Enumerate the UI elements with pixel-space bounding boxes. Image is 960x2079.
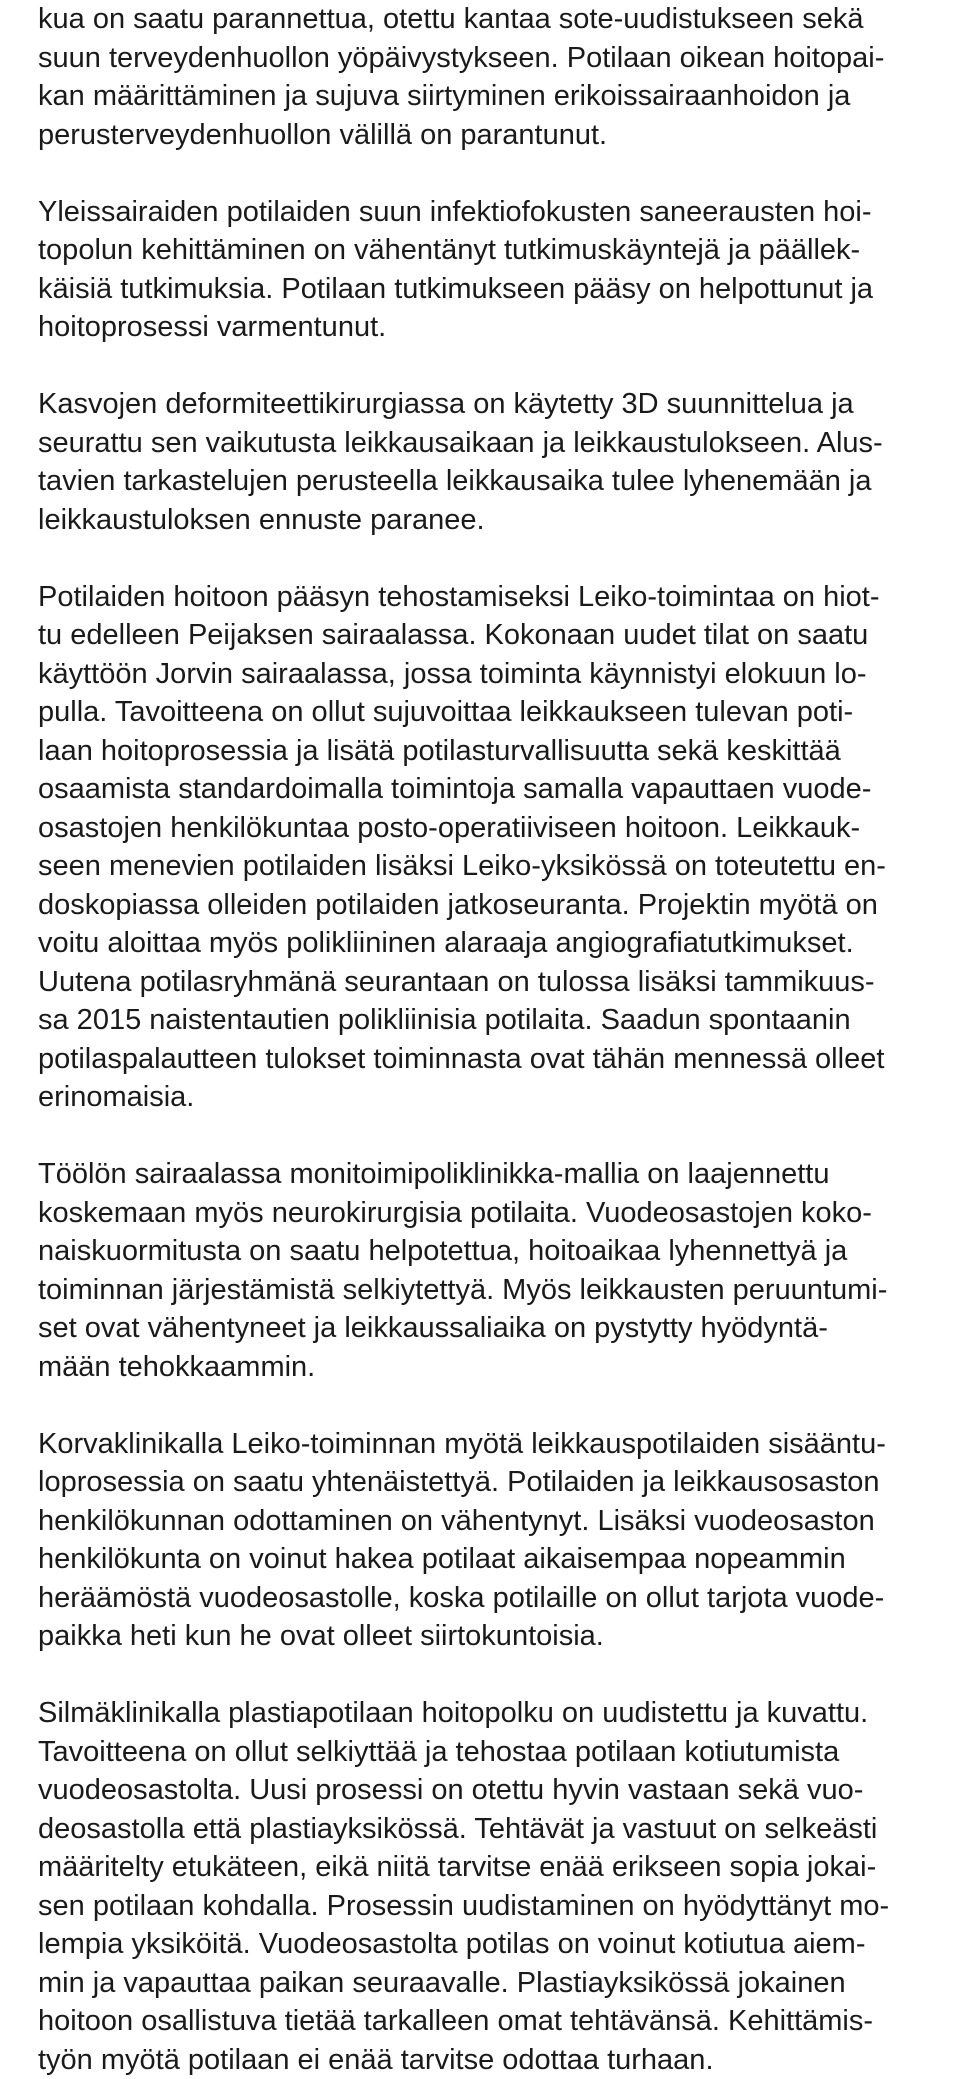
text-line: heräämöstä vuodeosastolle, koska potilaille on ollut tarjota vuode- xyxy=(38,1579,960,1618)
text-line: Töölön sairaalassa monitoimipoliklinikka-mallia on laajennettu xyxy=(38,1155,960,1194)
text-line: tu edelleen Peijaksen sairaalassa. Kokonaan uudet tilat on saatu xyxy=(38,616,960,655)
paragraph-spacer xyxy=(38,1386,960,1425)
paragraph-spacer xyxy=(38,1656,960,1695)
text-line: osaamista standardoimalla toimintoja samalla vapauttaen vuode- xyxy=(38,770,960,809)
text-line: mään tehokkaammin. xyxy=(38,1348,960,1387)
paragraph-spacer xyxy=(38,154,960,193)
paragraph-6 xyxy=(38,1425,960,1656)
text-line: tavien tarkastelujen perusteella leikkausaika tulee lyhenemään ja xyxy=(38,462,960,501)
text-line: Yleissairaiden potilaiden suun infektiofokusten saneerausten hoi- xyxy=(38,193,960,232)
text-line: henkilökunnan odottaminen on vähentynyt. Lisäksi vuodeosaston xyxy=(38,1502,960,1541)
text-line: laan hoitoprosessia ja lisätä potilasturvallisuutta sekä keskittää xyxy=(38,732,960,771)
text-line: Potilaiden hoitoon pääsyn tehostamiseksi Leiko-toimintaa on hiot- xyxy=(38,578,960,617)
paragraph-5 xyxy=(38,1155,960,1386)
paragraph-7 xyxy=(38,1694,960,2079)
text-line: min ja vapauttaa paikan seuraavalle. Plastiayksikössä jokainen xyxy=(38,1964,960,2003)
text-line: seurattu sen vaikutusta leikkausaikaan ja leikkaustulokseen. Alus- xyxy=(38,424,960,463)
text-line: Tavoitteena on ollut selkiyttää ja tehostaa potilaan kotiutumista xyxy=(38,1733,960,1772)
text-line: topolun kehittäminen on vähentänyt tutkimuskäyntejä ja päällek- xyxy=(38,231,960,270)
text-line: henkilökunta on voinut hakea potilaat aikaisempaa nopeammin xyxy=(38,1540,960,1579)
text-line: kan määrittäminen ja sujuva siirtyminen erikoissairaanhoidon ja xyxy=(38,77,960,116)
text-line: työn myötä potilaan ei enää tarvitse odottaa turhaan. xyxy=(38,2041,960,2079)
text-line: sa 2015 naistentautien polikliinisia potilaita. Saadun spontaanin xyxy=(38,1001,960,1040)
text-line: loprosessia on saatu yhtenäistettyä. Potilaiden ja leikkausosaston xyxy=(38,1463,960,1502)
text-line: voitu aloittaa myös polikliininen alaraaja angiografiatutkimukset. xyxy=(38,924,960,963)
text-line: koskemaan myös neurokirurgisia potilaita. Vuodeosastojen koko- xyxy=(38,1194,960,1233)
paragraph-4 xyxy=(38,578,960,1117)
paragraph-spacer xyxy=(38,539,960,578)
text-line: paikka heti kun he ovat olleet siirtokuntoisia. xyxy=(38,1617,960,1656)
text-line: Kasvojen deformiteettikirurgiassa on käytetty 3D suunnittelua ja xyxy=(38,385,960,424)
text-line: Korvaklinikalla Leiko-toiminnan myötä leikkauspotilaiden sisääntu- xyxy=(38,1425,960,1464)
text-line: hoitoon osallistuva tietää tarkalleen omat tehtävänsä. Kehittämis- xyxy=(38,2002,960,2041)
text-line: vuodeosastolta. Uusi prosessi on otettu hyvin vastaan sekä vuo- xyxy=(38,1771,960,1810)
text-line: käisiä tutkimuksia. Potilaan tutkimukseen pääsy on helpottunut ja xyxy=(38,270,960,309)
text-line: doskopiassa olleiden potilaiden jatkoseuranta. Projektin myötä on xyxy=(38,886,960,925)
text-line: pulla. Tavoitteena on ollut sujuvoittaa leikkaukseen tulevan poti- xyxy=(38,693,960,732)
text-line: set ovat vähentyneet ja leikkaussaliaika on pystytty hyödyntä- xyxy=(38,1309,960,1348)
text-line: seen menevien potilaiden lisäksi Leiko-yksikössä on toteutettu en- xyxy=(38,847,960,886)
text-line: määritelty etukäteen, eikä niitä tarvitse enää erikseen sopia jokai- xyxy=(38,1848,960,1887)
text-line: suun terveydenhuollon yöpäivystykseen. Potilaan oikean hoitopai- xyxy=(38,39,960,78)
text-line: hoitoprosessi varmentunut. xyxy=(38,308,960,347)
text-line: Uutena potilasryhmänä seurantaan on tulossa lisäksi tammikuus- xyxy=(38,963,960,1002)
text-line: Silmäklinikalla plastiapotilaan hoitopolku on uudistettu ja kuvattu. xyxy=(38,1694,960,1733)
text-line: naiskuormitusta on saatu helpotettua, hoitoaikaa lyhennettyä ja xyxy=(38,1232,960,1271)
paragraph-1 xyxy=(38,0,960,154)
paragraph-spacer xyxy=(38,1117,960,1156)
text-line: käyttöön Jorvin sairaalassa, jossa toiminta käynnistyi elokuun lo- xyxy=(38,655,960,694)
paragraph-spacer xyxy=(38,347,960,386)
text-line: perusterveydenhuollon välillä on parantunut. xyxy=(38,116,960,155)
text-line: potilaspalautteen tulokset toiminnasta ovat tähän mennessä olleet xyxy=(38,1040,960,1079)
text-line: deosastolla että plastiayksikössä. Tehtävät ja vastuut on selkeästi xyxy=(38,1810,960,1849)
text-line: toiminnan järjestämistä selkiytettyä. Myös leikkausten peruuntumi- xyxy=(38,1271,960,1310)
text-line: erinomaisia. xyxy=(38,1078,960,1117)
paragraph-2 xyxy=(38,193,960,347)
text-line: osastojen henkilökuntaa posto-operatiiviseen hoitoon. Leikkauk- xyxy=(38,809,960,848)
text-line: kua on saatu parannettua, otettu kantaa sote-uudistukseen sekä xyxy=(38,0,960,39)
text-line: sen potilaan kohdalla. Prosessin uudistaminen on hyödyttänyt mo- xyxy=(38,1887,960,1926)
text-line: leikkaustuloksen ennuste paranee. xyxy=(38,501,960,540)
paragraph-3 xyxy=(38,385,960,539)
text-line: lempia yksiköitä. Vuodeosastolta potilas on voinut kotiutua aiem- xyxy=(38,1925,960,1964)
